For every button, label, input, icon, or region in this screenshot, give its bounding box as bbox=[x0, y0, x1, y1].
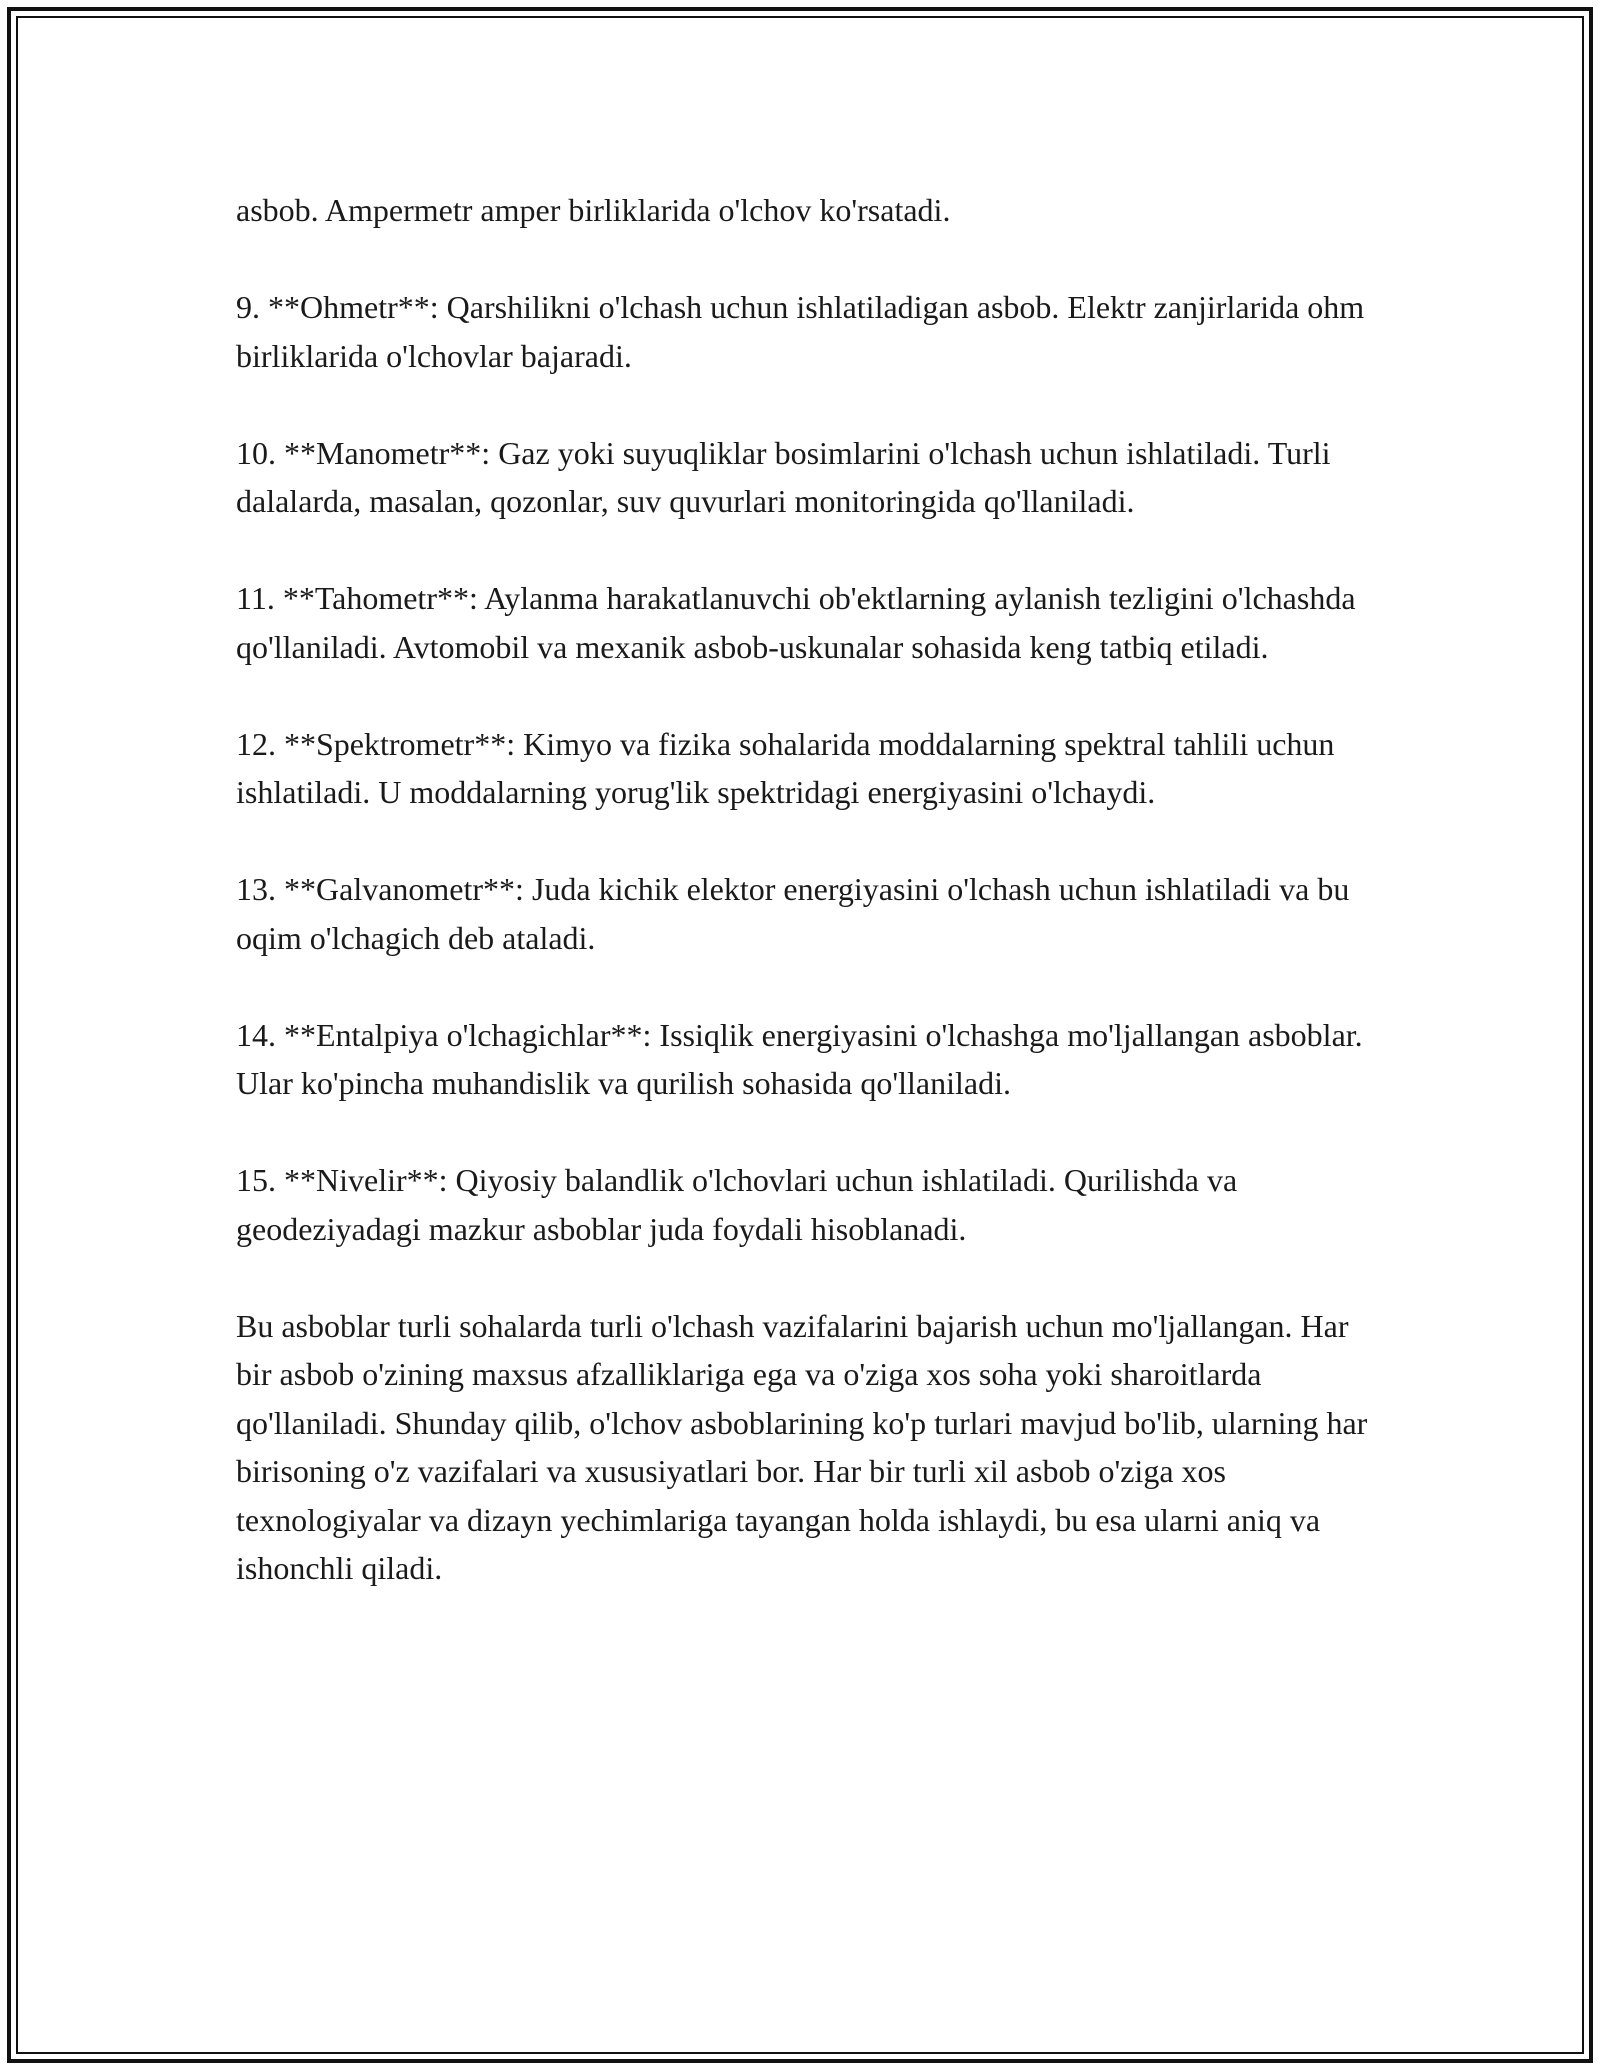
list-item-nivelir: 15. **Nivelir**: Qiyosiy balandlik o'lchovlari uchun ishlatiladi. Qurilishda va geodeziyadagi mazkur asboblar juda foydali hisoblanadi. bbox=[236, 1162, 1238, 1247]
paragraph-conclusion: Bu asboblar turli sohalarda turli o'lchash vazifalarini bajarish uchun mo'ljallangan. Har bir asbob o'zining maxsus afzalliklariga ega va o'ziga xos soha yoki sharoitlarda qo'llaniladi. Shunday qilib, o'lchov asboblarining ko'p turlari mavjud bo'lib, ularning har birisoning o'z vazifalari va xususiyatlari bor. Har bir turli xil asbob o'ziga xos texnologiyalar va dizayn yechimlariga tayangan holda ishlaydi, bu esa ularni aniq va ishonchli qiladi. bbox=[236, 1307, 1368, 1586]
list-item-tahometr: 11. **Tahometr**: Aylanma harakatlanuvchi ob'ektlarning aylanish tezligini o'lchashda qo'llaniladi. Avtomobil va mexanik asbob-uskunalar sohasida keng tatbiq etiladi. bbox=[236, 580, 1356, 665]
document-body bbox=[236, 186, 1376, 1593]
list-item-spektrometr: 12. **Spektrometr**: Kimyo va fizika sohalarida moddalarning spektral tahlili uchun ishlatiladi. U moddalarning yorug'lik spektridagi energiyasini o'lchaydi. bbox=[236, 725, 1335, 810]
list-item-ohmetr: 9. **Ohmetr**: Qarshilikni o'lchash uchun ishlatiladigan asbob. Elektr zanjirlarida ohm birliklarida o'lchovlar bajaradi. bbox=[236, 289, 1365, 374]
paragraph-ampermetr-continued: asbob. Ampermetr amper birliklarida o'lchov ko'rsatadi. bbox=[236, 192, 951, 228]
list-item-entalpiya: 14. **Entalpiya o'lchagichlar**: Issiqlik energiyasini o'lchashga mo'ljallangan asboblar. Ular ko'pincha muhandislik va qurilish sohasida qo'llaniladi. bbox=[236, 1016, 1363, 1101]
list-item-galvanometr: 13. **Galvanometr**: Juda kichik elektor energiyasini o'lchash uchun ishlatiladi va bu oqim o'lchagich deb ataladi. bbox=[236, 871, 1350, 956]
list-item-manometr: 10. **Manometr**: Gaz yoki suyuqliklar bosimlarini o'lchash uchun ishlatiladi. Turli dalalarda, masalan, qozonlar, suv quvurlari monitoringida qo'llaniladi. bbox=[236, 434, 1331, 519]
